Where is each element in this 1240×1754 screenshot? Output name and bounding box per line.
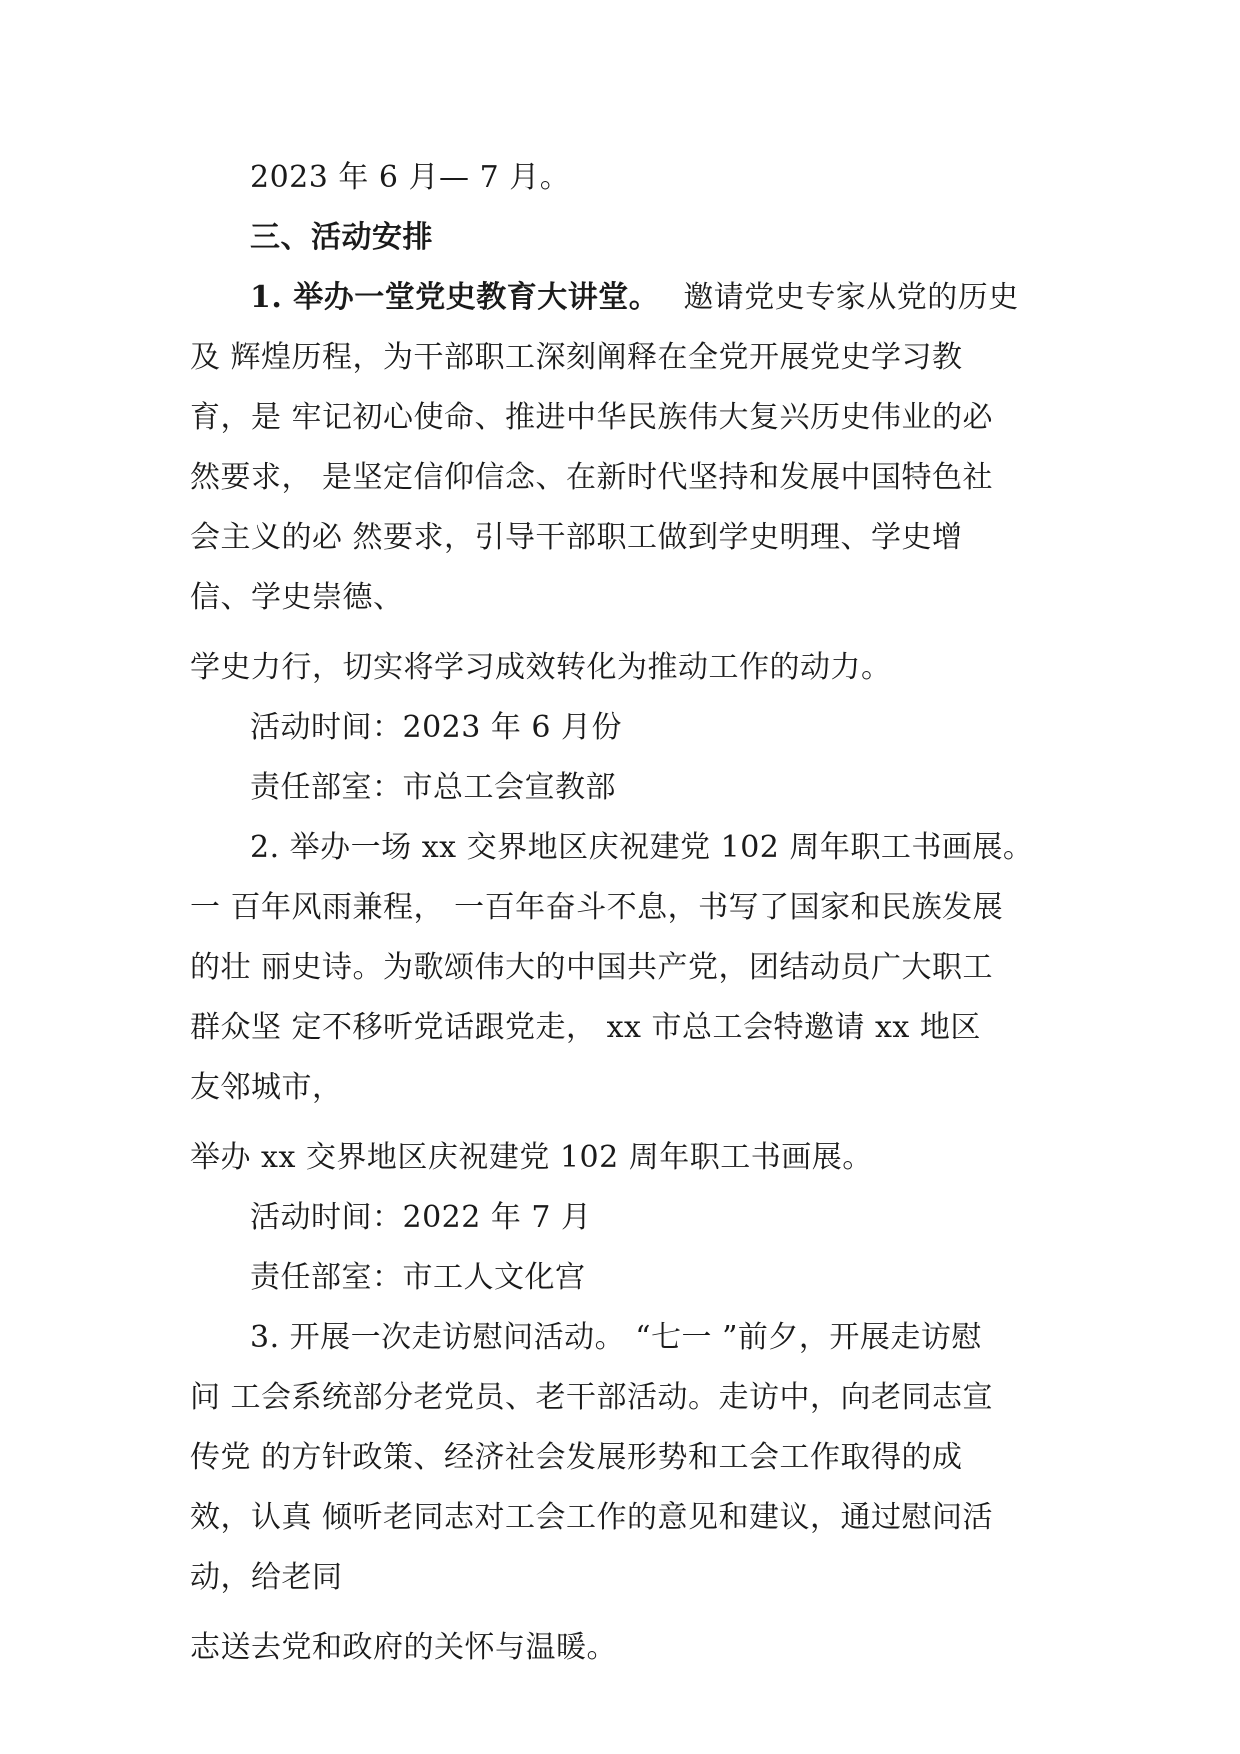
item1-dept: 责任部室：市总工会宣教部 (250, 770, 616, 805)
item1-line-2: 及 辉煌历程，为干部职工深刻阐释在全党开展党史学习教 (190, 340, 963, 375)
item1-heading: 1. 举办一堂党史教育大讲堂。 (250, 280, 660, 315)
item1-line-3: 育，是 牢记初心使命、推进中华民族伟大复兴历史伟业的必 (190, 400, 994, 435)
item1-time: 活动时间：2023 年 6 月份 (250, 710, 623, 745)
item1-line-5: 会主义的必 然要求，引导干部职工做到学史明理、学史增 (190, 520, 963, 555)
item3-line-5: 动，给老同 (190, 1560, 343, 1595)
item3-first-line: 3. 开展一次走访慰问活动。 “七一 ”前夕，开展走访慰 (250, 1320, 982, 1355)
item2-dept: 责任部室：市工人文化宫 (250, 1260, 586, 1295)
item1-first-line (250, 278, 1019, 318)
item1-line-7: 学史力行，切实将学习成效转化为推动工作的动力。 (190, 650, 892, 685)
item3-line-3: 传党 的方针政策、经济社会发展形势和工会工作取得的成 (190, 1440, 963, 1475)
item1-line-6: 信、学史崇德、 (190, 580, 404, 615)
item3-line-6: 志送去党和政府的关怀与温暖。 (190, 1630, 617, 1665)
item1-line-4: 然要求， 是坚定信仰信念、在新时代坚持和发展中国特色社 (190, 460, 994, 495)
item3-line-2: 问 工会系统部分老党员、老干部活动。走访中，向老同志宣 (190, 1380, 994, 1415)
item2-line-3: 的壮 丽史诗。为歌颂伟大的中国共产党，团结动员广大职工 (190, 950, 994, 985)
item2-line-4: 群众坚 定不移听党话跟党走， xx 市总工会特邀请 xx 地区 (190, 1010, 981, 1045)
item3-line-4: 效，认真 倾听老同志对工会工作的意见和建议，通过慰问活 (190, 1500, 994, 1535)
item2-first-line: 2. 举办一场 xx 交界地区庆祝建党 102 周年职工书画展。 (250, 830, 1034, 865)
section-heading: 三、活动安排 (250, 220, 433, 255)
item2-line-6: 举办 xx 交界地区庆祝建党 102 周年职工书画展。 (190, 1140, 873, 1175)
item2-line-5: 友邻城市， (190, 1070, 343, 1105)
item2-time: 活动时间：2022 年 7 月 (250, 1200, 592, 1235)
period-line: 2023 年 6 月— 7 月。 (250, 160, 571, 195)
item1-first-line-rest: 邀请党史专家从党的历史 (683, 280, 1019, 315)
item2-line-2: 一 百年风雨兼程， 一百年奋斗不息，书写了国家和民族发展 (190, 890, 1004, 925)
